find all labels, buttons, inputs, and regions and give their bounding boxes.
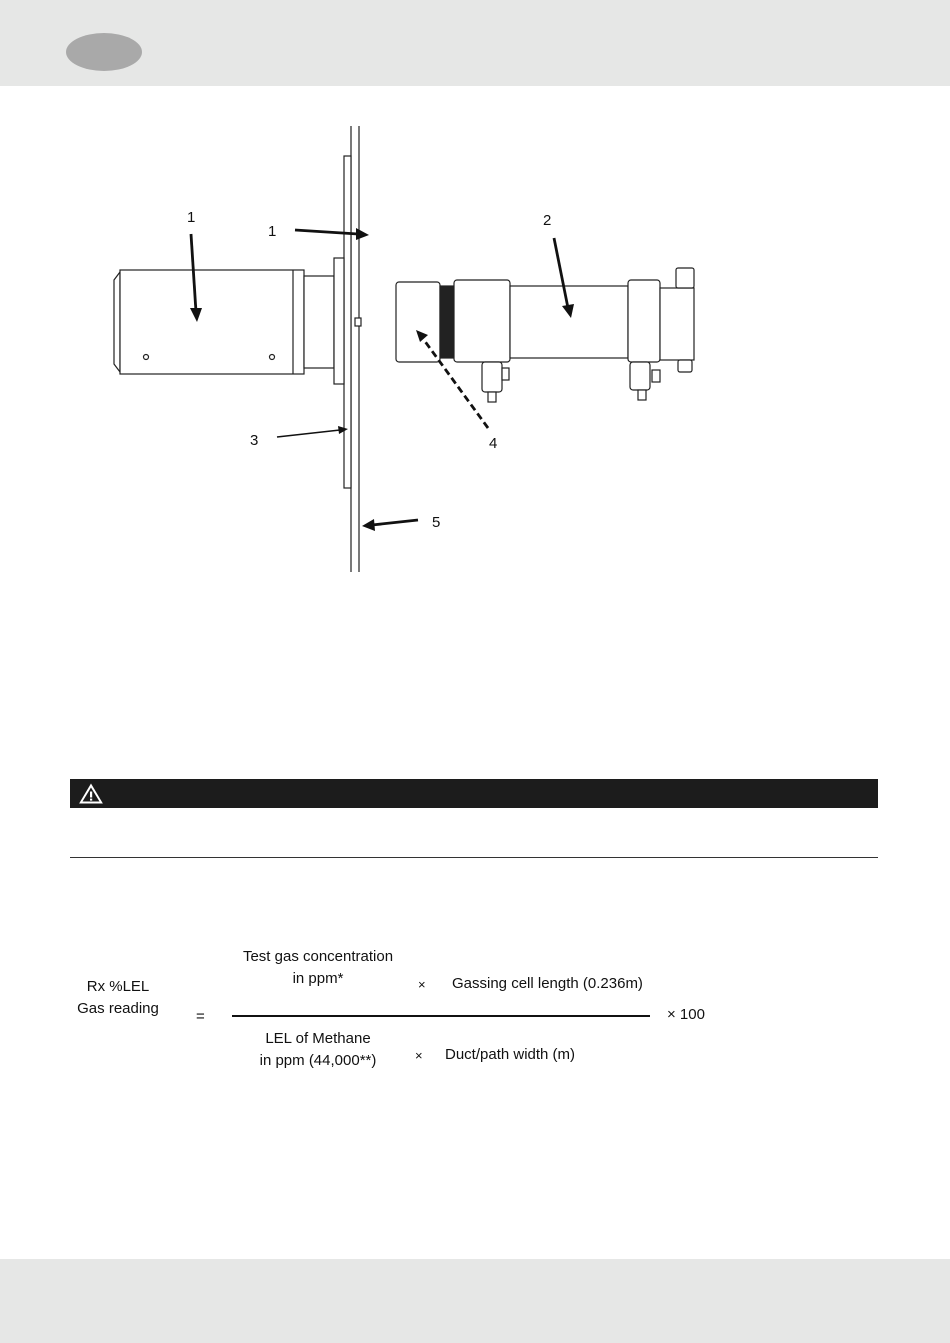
callout-5: 5 [432, 514, 441, 531]
callout-3: 3 [250, 432, 259, 449]
formula-lhs-sublabel: Gas reading [77, 1000, 159, 1017]
multiply-sign: × [418, 977, 426, 992]
cell-length-term: Gassing cell length (0.236m) [452, 975, 643, 992]
wall-bolt [355, 318, 361, 326]
multiplier-term: × 100 [667, 1006, 705, 1023]
numerator-term: Test gas concentration [242, 948, 394, 965]
installation-diagram [0, 100, 950, 590]
chapter-tab [66, 33, 142, 71]
footer-band [0, 1259, 950, 1343]
section-divider [70, 857, 878, 858]
denominator-term-unit: in ppm (44,000**) [259, 1052, 377, 1069]
formula-lhs-label: Rx %LEL [86, 978, 150, 995]
callout-1: 1 [268, 223, 277, 240]
callout-4: 4 [489, 435, 498, 452]
mounting-flange [344, 156, 351, 488]
fraction-bar [232, 1015, 650, 1017]
warning-triangle-icon [79, 783, 103, 804]
equals-sign: = [196, 1008, 205, 1025]
warning-banner [70, 779, 878, 808]
numerator-term-unit: in ppm* [292, 970, 344, 987]
multiply-sign: × [415, 1048, 423, 1063]
denominator-term: LEL of Methane [265, 1030, 371, 1047]
callout-2: 2 [543, 212, 552, 229]
duct-width-term: Duct/path width (m) [445, 1046, 576, 1063]
receiver-unit [396, 268, 694, 402]
header-band [0, 0, 950, 86]
transmitter-unit [114, 258, 344, 384]
callout-1: 1 [187, 209, 196, 226]
